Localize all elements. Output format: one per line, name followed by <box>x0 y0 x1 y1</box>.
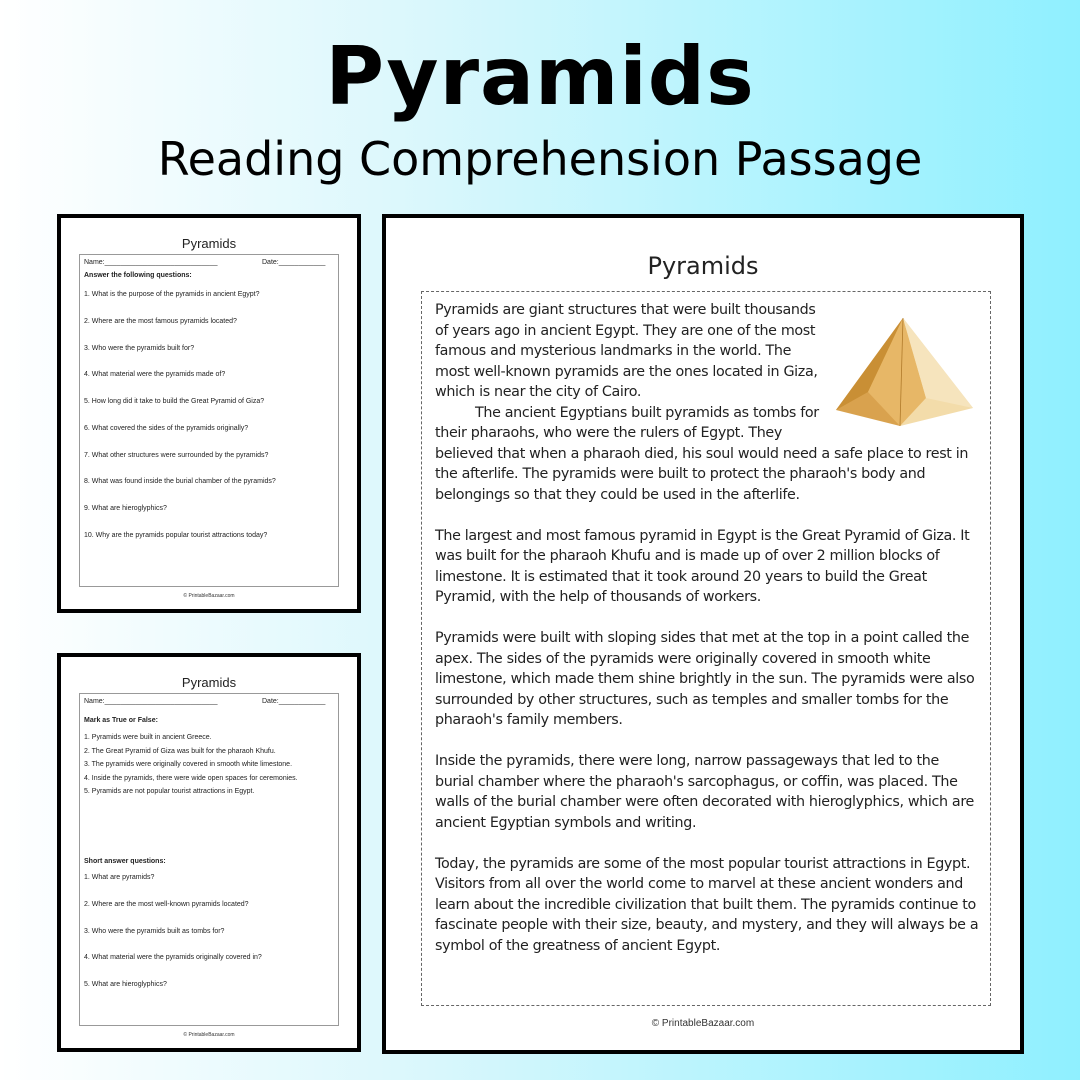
tf-item: 1. Pyramids were built in ancient Greece. <box>84 734 212 741</box>
paragraph: Pyramids are giant structures that were built thousands of years ago in ancient Egypt. They are one of the most famous and mysterious landmarks in the world. The most well-known pyramids are the ones located in Giza, which is near the city of Cairo. <box>435 302 818 400</box>
short-answer-item: 2. Where are the most well-known pyramids located? <box>84 901 249 908</box>
paragraph: The largest and most famous pyramid in Egypt is the Great Pyramid of Giza. It was built for the pharaoh Khufu and is made up of over 2 million blocks of limestone. It is estimated that it took around 20 years to build the Great Pyramid, with the help of thousands of workers. <box>435 527 970 605</box>
worksheet-title: Pyramids <box>181 675 237 690</box>
question-item: 10. Why are the pyramids popular tourist attractions today? <box>84 532 268 539</box>
passage-title: Pyramids <box>647 252 759 280</box>
tf-heading: Mark as True or False: <box>84 717 158 724</box>
instructions: Answer the following questions: <box>84 272 192 279</box>
tf-item: 4. Inside the pyramids, there were wide open spaces for ceremonies. <box>84 775 298 782</box>
tf-item: 3. The pyramids were originally covered in smooth white limestone. <box>84 761 293 768</box>
page-subtitle: Reading Comprehension Passage <box>157 132 923 186</box>
short-answer-heading: Short answer questions: <box>84 858 166 865</box>
true-false-worksheet <box>57 653 361 1052</box>
question-item: 7. What other structures were surrounded by the pyramids? <box>84 452 269 459</box>
paragraph: Today, the pyramids are some of the most popular tourist attractions in Egypt. Visitors from all over the world come to marvel at these ancient wonders and learn about the incredible civilization that built them. The pyramids continue to fascinate people with their size, beauty, and mystery, and they will always be a symbol of the greatness of ancient Egypt. <box>435 855 979 954</box>
copyright-footer: © PrintableBazaar.com <box>651 1018 755 1029</box>
copyright-footer: © PrintableBazaar.com <box>183 1032 235 1038</box>
worksheet-content <box>79 693 339 1026</box>
pyramid-image <box>830 298 980 440</box>
question-item: 9. What are hieroglyphics? <box>84 505 167 512</box>
passage-box <box>421 291 991 1006</box>
name-field: Name:_____________________________ <box>84 698 218 705</box>
name-field: Name:_____________________________ <box>84 259 218 266</box>
tf-item: 5. Pyramids are not popular tourist attractions in Egypt. <box>84 788 255 795</box>
question-item: 2. Where are the most famous pyramids located? <box>84 318 237 325</box>
copyright-footer: © PrintableBazaar.com <box>183 593 235 599</box>
page-title: Pyramids <box>325 30 755 123</box>
worksheet-content <box>79 254 339 587</box>
paragraph-text: The ancient Egyptians built pyramids as tombs for their pharaohs, who were the rulers of Egypt. They believed that when a pharaoh died, his soul would need a safe place to rest in the afterlife. The pyramids were built to protect the pharaoh's body and belongings so that they could be used in the afterlife. <box>435 404 969 503</box>
question-item: 3. Who were the pyramids built for? <box>84 345 195 352</box>
question-item: 5. How long did it take to build the Great Pyramid of Giza? <box>84 398 265 405</box>
passage-text <box>435 300 980 977</box>
passage-page <box>382 214 1024 1054</box>
short-answer-item: 1. What are pyramids? <box>84 874 155 881</box>
date-field: Date:____________ <box>262 259 326 266</box>
questions-worksheet <box>57 214 361 613</box>
question-item: 1. What is the purpose of the pyramids in ancient Egypt? <box>84 291 260 298</box>
short-answer-item: 4. What material were the pyramids originally covered in? <box>84 954 262 961</box>
paragraph: Pyramids were built with sloping sides that met at the top in a point called the apex. The sides of the pyramids were originally covered in smooth white limestone, which made them shine brightly in the sun. The pyramids were also surrounded by other structures, such as temples and smaller tombs for the pharaoh's family members. <box>435 630 975 728</box>
tf-item: 2. The Great Pyramid of Giza was built for the pharaoh Khufu. <box>84 748 276 755</box>
question-item: 6. What covered the sides of the pyramids originally? <box>84 425 249 432</box>
short-answer-item: 3. Who were the pyramids built as tombs for? <box>84 928 225 935</box>
date-field: Date:____________ <box>262 698 326 705</box>
paragraph: Inside the pyramids, there were long, narrow passageways that led to the burial chamber where the pharaoh's sarcophagus, or coffin, was placed. The walls of the burial chamber were often decorated with hieroglyphics, which are ancient Egyptian symbols and writing. <box>435 753 975 831</box>
worksheet-title: Pyramids <box>181 236 237 251</box>
short-answer-item: 5. What are hieroglyphics? <box>84 981 167 988</box>
question-item: 8. What was found inside the burial chamber of the pyramids? <box>84 478 276 485</box>
question-item: 4. What material were the pyramids made of? <box>84 371 226 378</box>
